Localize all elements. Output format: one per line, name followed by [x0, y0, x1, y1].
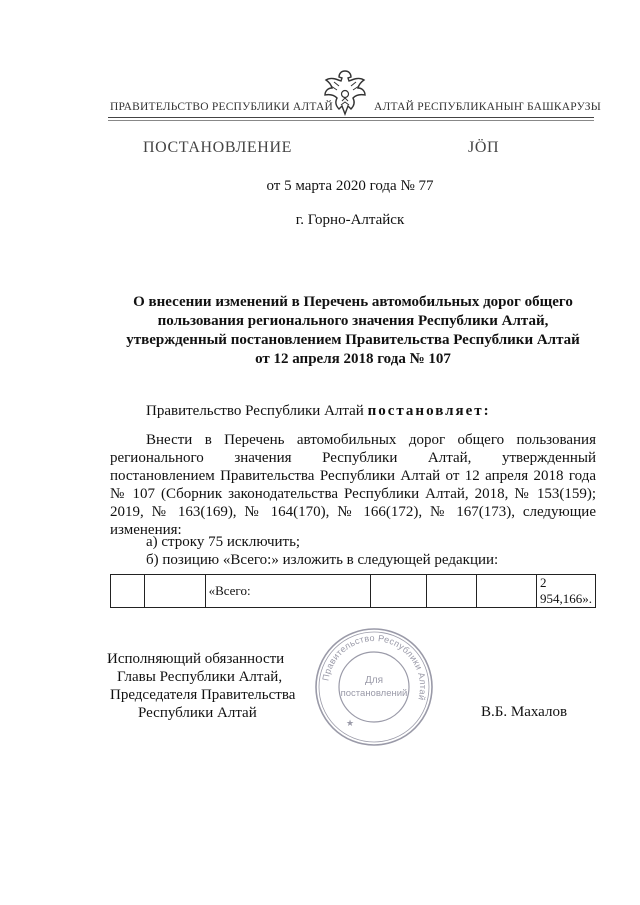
seal-ring-text: Правительство Республики Алтай — [320, 632, 429, 702]
org-name-russian: ПРАВИТЕЛЬСТВО РЕСПУБЛИКИ АЛТАЙ — [110, 101, 334, 113]
doc-title-line: О внесении изменений в Перечень автомобильных дорог общего — [133, 294, 573, 310]
org-name-altai: АЛТАЙ РЕСПУБЛИКАНЫҤ БАШКАРУЗЫ — [374, 101, 601, 113]
seal-center-line: Для — [364, 675, 384, 686]
doc-title-line: пользования регионального значения Республики Алтай, — [157, 313, 549, 329]
list-item-a: а) строку 75 исключить; — [146, 534, 301, 550]
round-seal-stamp — [313, 626, 435, 748]
table-cell — [476, 575, 536, 608]
table-cell: «Всего: — [205, 575, 371, 608]
doc-title-line: от 12 апреля 2018 года № 107 — [255, 351, 451, 367]
signatory-line: Исполняющий обязанности — [107, 651, 285, 667]
doc-city: г. Горно-Алтайск — [295, 212, 405, 228]
signatory-line: Главы Республики Алтай, — [117, 669, 283, 685]
table-cell — [426, 575, 476, 608]
main-paragraph: Внести в Перечень автомобильных дорог общего пользования регионального значения Республики Алтай, утвержденный постановлением Правительства Республики Алтай от 12 апреля 2018 года № 107 (Сборник законодательства Республики Алтай, 2018, № 153(159); 2019, № 163(169), № 164(170), № 166(172), № 167(173), следующие изменения: — [110, 432, 596, 538]
signatory-line: Республики Алтай — [138, 705, 257, 721]
signatory-line: Председателя Правительства — [110, 687, 296, 703]
star-icon: ★ — [346, 718, 355, 728]
signatory-position — [107, 650, 295, 722]
doc-title-line: утвержденный постановлением Правительства Республики Алтай — [126, 332, 580, 348]
header-rule-bottom — [108, 120, 594, 121]
doc-type-altai: ЈÖП — [468, 139, 500, 156]
doc-title — [110, 293, 596, 369]
doc-type-russian: ПОСТАНОВЛЕНИЕ — [143, 139, 292, 156]
table-cell — [371, 575, 427, 608]
lead-prefix: Правительство Республики Алтай — [146, 403, 368, 419]
signer-name: В.Б. Махалов — [481, 704, 568, 720]
lead-decree-word: постановляет: — [367, 403, 491, 419]
list-item-b: б) позицию «Всего:» изложить в следующей редакции: — [146, 552, 499, 568]
doc-date: от 5 марта 2020 года № 77 — [266, 178, 434, 194]
header-rule-top — [108, 117, 594, 118]
change-table — [110, 574, 596, 608]
table-cell: 2 954,166». — [537, 575, 596, 608]
table-cell — [111, 575, 145, 608]
table-cell — [145, 575, 205, 608]
seal-center-line: постановлений — [340, 688, 408, 699]
lead-sentence — [110, 402, 596, 420]
table-row — [111, 575, 596, 608]
